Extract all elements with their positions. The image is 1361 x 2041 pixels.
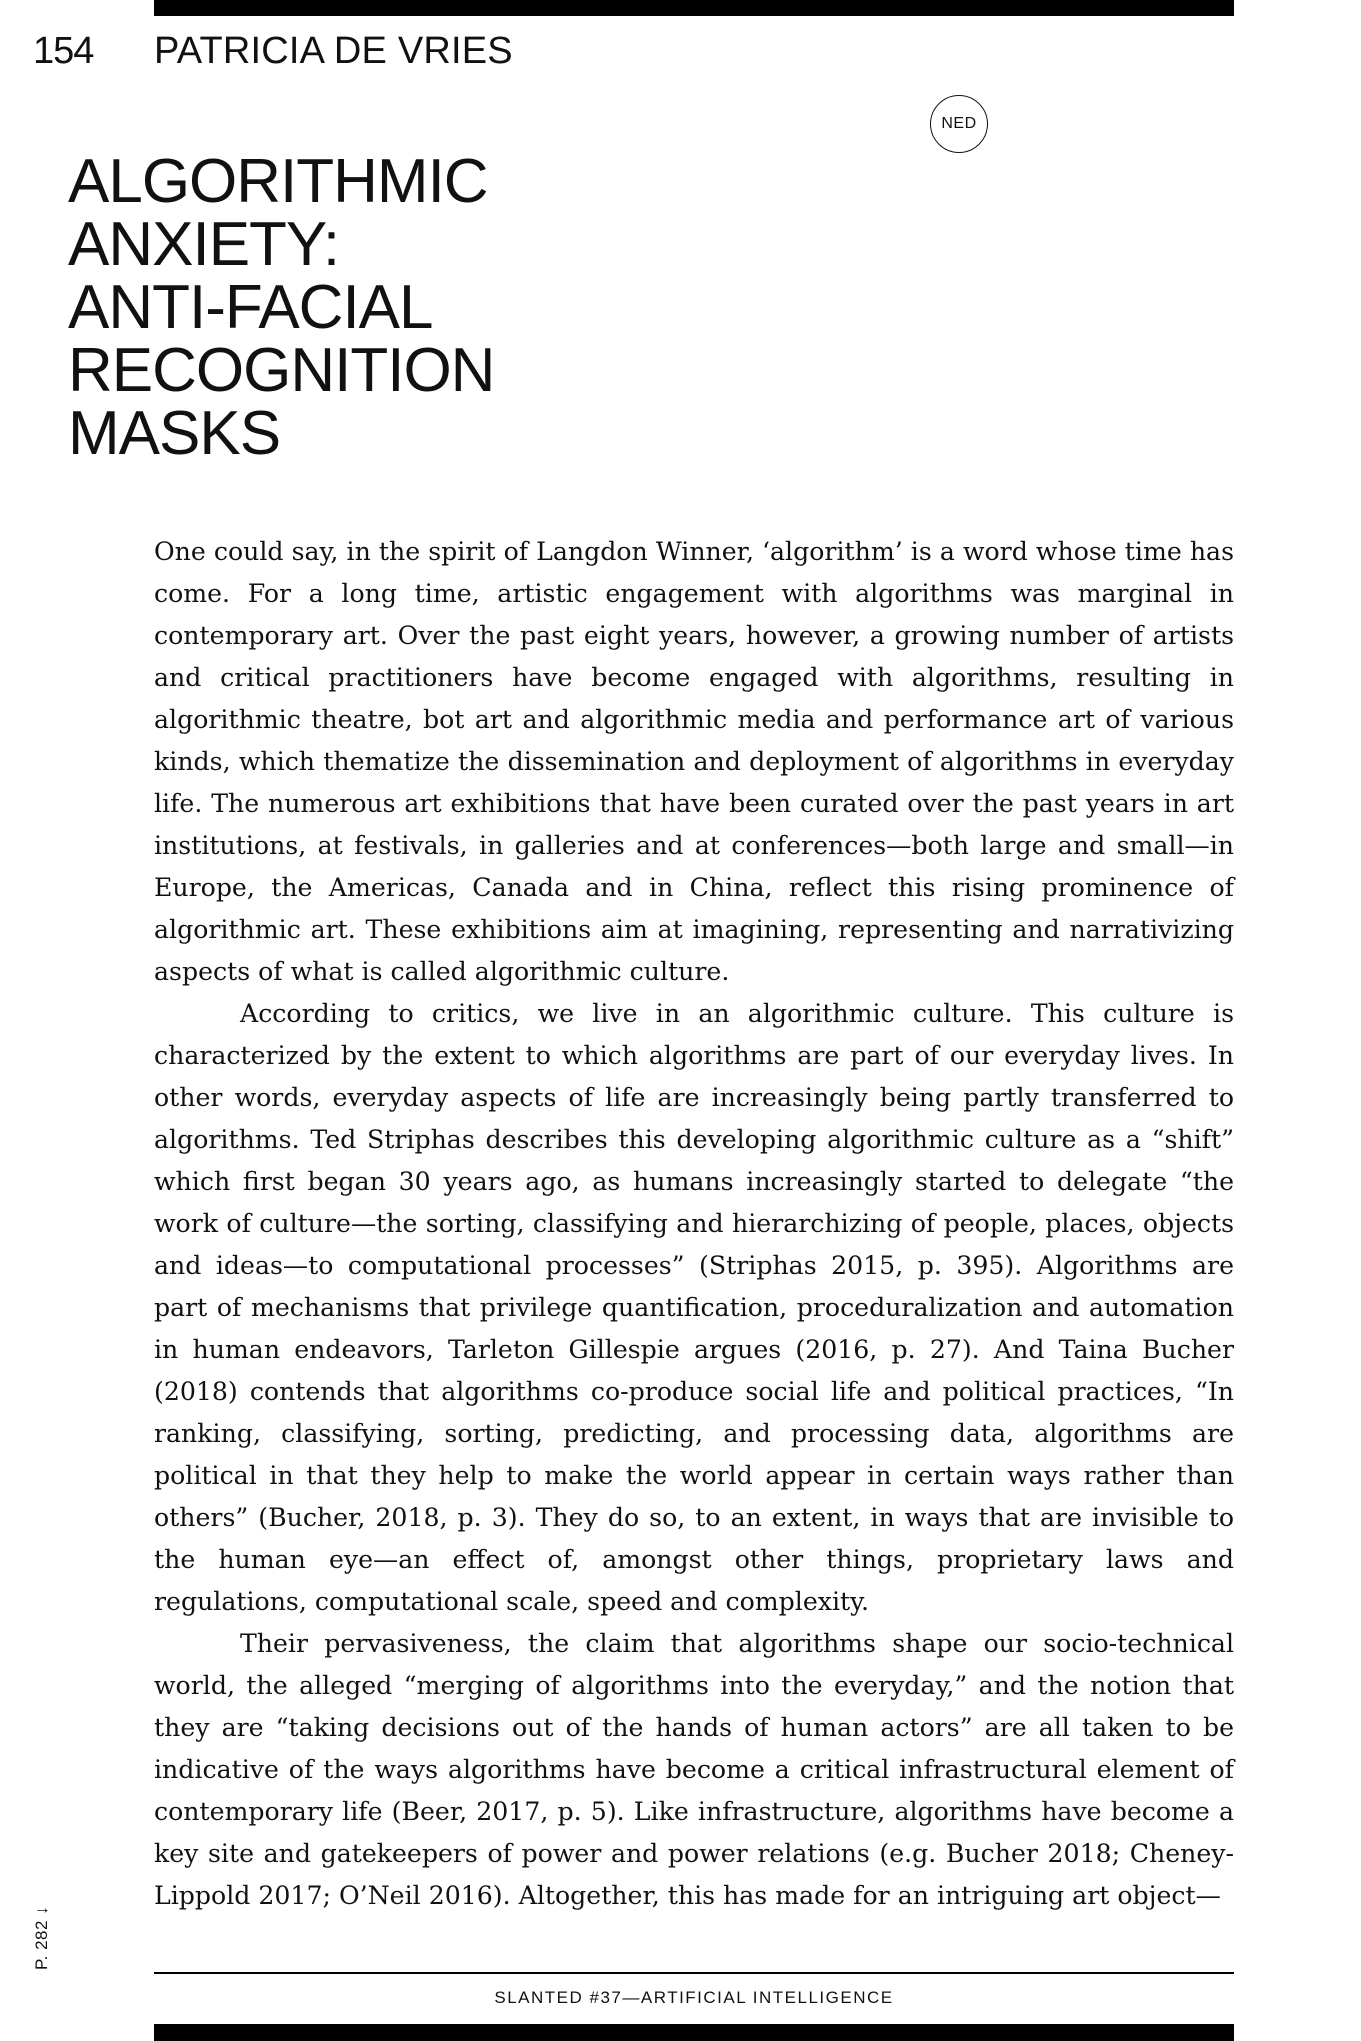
author-name: PATRICIA DE VRIES <box>154 30 513 72</box>
body-paragraph: Their pervasiveness, the claim that algorithms shape our socio-technical world, the alleged “merging of algorithms into the everyday,” and the notion that they are “taking decisions out of the hands of human actors” are all taken to be indicative of the ways algorithms have become a critical infrastructural element of contemporary life (Beer, 2017, p. 5). Like infrastructure, algorithms have become a key site and gatekeepers of power and power relations (e.g. Bucher 2018; Cheney-Lippold 2017; O’Neil 2016). Altogether, this has made for an intriguing art object— <box>154 1629 1234 1910</box>
title-line: ALGORITHMIC <box>68 147 488 216</box>
title-line: MASKS <box>68 399 281 468</box>
page-reference-link[interactable]: P. 282 ↓ <box>32 1905 51 1970</box>
publication-footer: SLANTED #37—ARTIFICIAL INTELLIGENCE <box>494 1988 894 2007</box>
body-paragraph: One could say, in the spirit of Langdon Winner, ‘algorithm’ is a word whose time has come. For a long time, artistic engagement with algorithms was marginal in contemporary art. Over the past eight years, however, a growing number of artists and critical practitioners have become engaged with algorithms, resulting in algorithmic theatre, bot art and algorithmic media and performance art of various kinds, which thematize the dissemination and deployment of algorithms in everyday life. The numerous art exhibitions that have been curated over the past years in art institutions, at festivals, in galleries and at conferences—both large and small—in Europe, the Americas, Canada and in China, reflect this rising prominence of algorithmic art. These exhibitions aim at imagining, representing and narrativizing aspects of what is called algorithmic culture. <box>154 537 1234 986</box>
article-title <box>68 147 495 468</box>
top-rule-bar <box>154 0 1234 16</box>
page-number: 154 <box>33 30 94 72</box>
article-body <box>154 531 1234 1917</box>
title-line: ANXIETY: <box>68 210 340 279</box>
language-badge[interactable] <box>930 95 988 153</box>
title-line: ANTI-FACIAL <box>68 273 433 342</box>
footer-divider <box>154 1972 1234 1974</box>
body-paragraph: According to critics, we live in an algorithmic culture. This culture is characterized by the extent to which algorithms are part of our everyday lives. In other words, everyday aspects of life are increasingly being partly transferred to algorithms. Ted Striphas describes this developing algorithmic culture as a “shift” which first began 30 years ago, as humans increasingly started to delegate “the work of culture—the sorting, classifying and hierarchizing of people, places, objects and ideas—to computational processes” (Striphas 2015, p. 395). Algorithms are part of mechanisms that privilege quantification, proceduralization and automation in human endeavors, Tarleton Gillespie argues (2016, p. 27). And Taina Bucher (2018) contends that algorithms co-produce social life and political practices, “In ranking, classifying, sorting, predicting, and processing data, algorithms are political in that they help to make the world appear in certain ways rather than others” (Bucher, 2018, p. 3). They do so, to an extent, in ways that are invisible to the human eye—an effect of, amongst other things, proprietary laws and regulations, computational scale, speed and complexity. <box>154 999 1234 1616</box>
bottom-rule-bar <box>154 2024 1234 2041</box>
language-badge-label: NED <box>941 115 977 132</box>
title-line: RECOGNITION <box>68 336 495 405</box>
